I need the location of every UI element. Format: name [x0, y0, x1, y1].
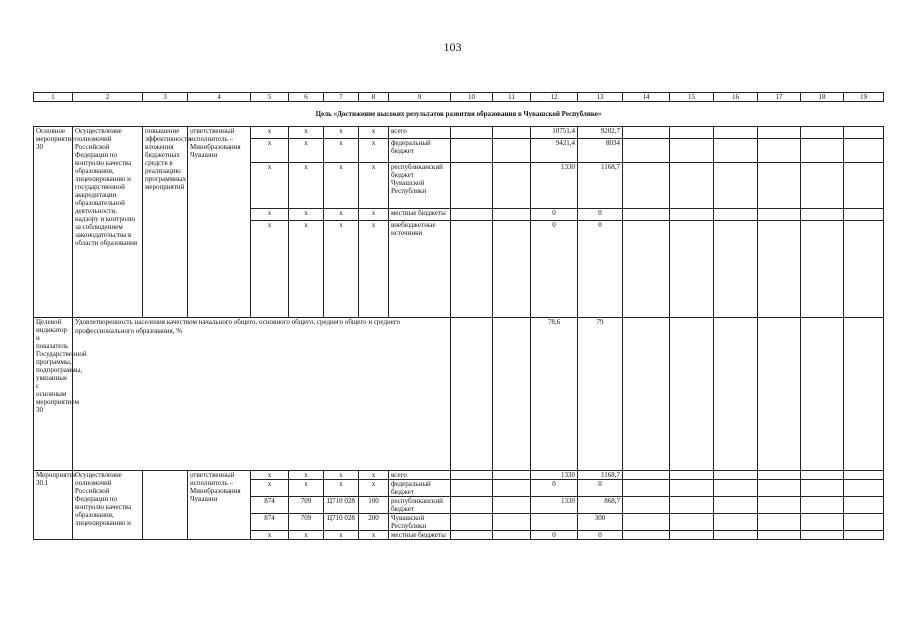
- funding-source: всего: [389, 471, 451, 480]
- funding-source: республиканский бюджет Чувашской Республики: [389, 162, 451, 208]
- cell: x: [251, 162, 289, 208]
- column-number: 4: [188, 93, 251, 102]
- funding-source: местные бюджеты: [389, 531, 451, 540]
- column-number: 3: [143, 93, 188, 102]
- sub-event-name: Осуществление полномочий Российской Федерации по контролю качества образования, лицензированию и: [73, 471, 143, 540]
- cell: 0: [578, 221, 623, 318]
- cell: x: [289, 208, 324, 220]
- funding-source: федеральный бюджет: [389, 480, 451, 497]
- cell: x: [251, 480, 289, 497]
- column-number: 19: [844, 93, 884, 102]
- cell: x: [251, 531, 289, 540]
- cell: 0: [578, 208, 623, 220]
- cell: 709: [289, 497, 324, 514]
- funding-source: Чувашской Республики: [389, 514, 451, 531]
- main-event-executor: ответственный исполнитель – Минобразования Чувашии: [188, 127, 251, 318]
- cell: 1330: [531, 497, 578, 514]
- cell: x: [324, 139, 359, 163]
- column-number: 1: [34, 93, 73, 102]
- table-row: [34, 471, 884, 480]
- cell: 0: [578, 531, 623, 540]
- table-row: [34, 127, 884, 139]
- indicator-label: Целевой индикатор и показатель Государственной программы, подпрограммы, увязанные с основным мероприятием 30: [34, 318, 73, 471]
- cell: x: [289, 531, 324, 540]
- column-numbers-row: [34, 93, 884, 102]
- main-event-label: Основное мероприятие 30: [34, 127, 73, 318]
- cell: x: [289, 480, 324, 497]
- cell: x: [251, 208, 289, 220]
- cell: x: [359, 208, 389, 220]
- funding-source: республиканский бюджет: [389, 497, 451, 514]
- cell: [143, 471, 188, 540]
- column-number: 9: [389, 93, 451, 102]
- cell: 78,6: [531, 318, 578, 471]
- indicator-text: Удовлетворенность населения качеством начального общего, основного общего, среднего общего и среднего профессионального образования, %: [73, 318, 451, 471]
- cell: x: [289, 162, 324, 208]
- column-number: 5: [251, 93, 289, 102]
- funding-source: федеральный бюджет: [389, 139, 451, 163]
- cell: x: [359, 221, 389, 318]
- funding-source: всего: [389, 127, 451, 139]
- cell: 0: [531, 480, 578, 497]
- sub-event-label: Мероприятие 30.1: [34, 471, 73, 540]
- cell: x: [251, 139, 289, 163]
- cell: x: [359, 480, 389, 497]
- column-number: 6: [289, 93, 324, 102]
- cell: 0: [578, 480, 623, 497]
- main-event-name: Осуществление полномочий Российской Федерации по контролю качества образования, лицензированию и государственной аккредитации образовательной деятельности, надзору и контролю за соблюдением законодательства в области образования: [73, 127, 143, 318]
- column-number: 8: [359, 93, 389, 102]
- cell: 874: [251, 514, 289, 531]
- cell: 0: [531, 531, 578, 540]
- budget-table: [33, 92, 884, 540]
- cell: x: [251, 221, 289, 318]
- indicator-row: [34, 318, 884, 471]
- cell: 8034: [578, 139, 623, 163]
- cell: 1330: [531, 162, 578, 208]
- cell: x: [324, 208, 359, 220]
- cell: x: [359, 471, 389, 480]
- page-number: 103: [443, 40, 462, 54]
- column-number: 17: [758, 93, 801, 102]
- cell: [493, 127, 531, 139]
- cell: x: [359, 139, 389, 163]
- goal-title: Цель «Достижение высоких результатов развития образования в Чувашской Республике»: [34, 102, 884, 127]
- cell: x: [359, 127, 389, 139]
- cell: 100: [359, 497, 389, 514]
- column-number: 16: [714, 93, 758, 102]
- cell: 1168,7: [578, 162, 623, 208]
- column-number: 13: [578, 93, 623, 102]
- cell: [531, 514, 578, 531]
- funding-source: местные бюджеты: [389, 208, 451, 220]
- main-event-result: повышение эффективности вложения бюджетных средств в реализацию программных мероприятий: [143, 127, 188, 318]
- cell: 1330: [531, 471, 578, 480]
- cell: 9202,7: [578, 127, 623, 139]
- cell: x: [289, 221, 324, 318]
- cell: 10751,4: [531, 127, 578, 139]
- cell: [451, 127, 493, 139]
- cell: x: [289, 471, 324, 480]
- column-number: 12: [531, 93, 578, 102]
- goal-row: [34, 102, 884, 127]
- column-number: 2: [73, 93, 143, 102]
- column-number: 10: [451, 93, 493, 102]
- cell: x: [359, 531, 389, 540]
- cell: 874: [251, 497, 289, 514]
- cell: x: [324, 162, 359, 208]
- cell: 709: [289, 514, 324, 531]
- cell: 0: [531, 221, 578, 318]
- cell: x: [251, 471, 289, 480]
- cell: 1168,7: [578, 471, 623, 480]
- cell: x: [251, 127, 289, 139]
- cell: x: [324, 471, 359, 480]
- column-number: 11: [493, 93, 531, 102]
- cell: x: [324, 127, 359, 139]
- cell: x: [324, 221, 359, 318]
- cell: 9421,4: [531, 139, 578, 163]
- funding-source: внебюджетные источники: [389, 221, 451, 318]
- sub-event-executor: ответственный исполнитель – Минобразования Чувашии: [188, 471, 251, 540]
- column-number: 18: [801, 93, 844, 102]
- cell: Ц710 028: [324, 514, 359, 531]
- cell: 868,7: [578, 497, 623, 514]
- cell: 300: [578, 514, 623, 531]
- cell: 79: [578, 318, 623, 471]
- cell: x: [324, 480, 359, 497]
- cell: x: [324, 531, 359, 540]
- column-number: 14: [623, 93, 670, 102]
- cell: x: [289, 127, 324, 139]
- column-number: 15: [670, 93, 714, 102]
- column-number: 7: [324, 93, 359, 102]
- cell: 0: [531, 208, 578, 220]
- cell: 200: [359, 514, 389, 531]
- cell: x: [359, 162, 389, 208]
- cell: x: [289, 139, 324, 163]
- cell: Ц710 028: [324, 497, 359, 514]
